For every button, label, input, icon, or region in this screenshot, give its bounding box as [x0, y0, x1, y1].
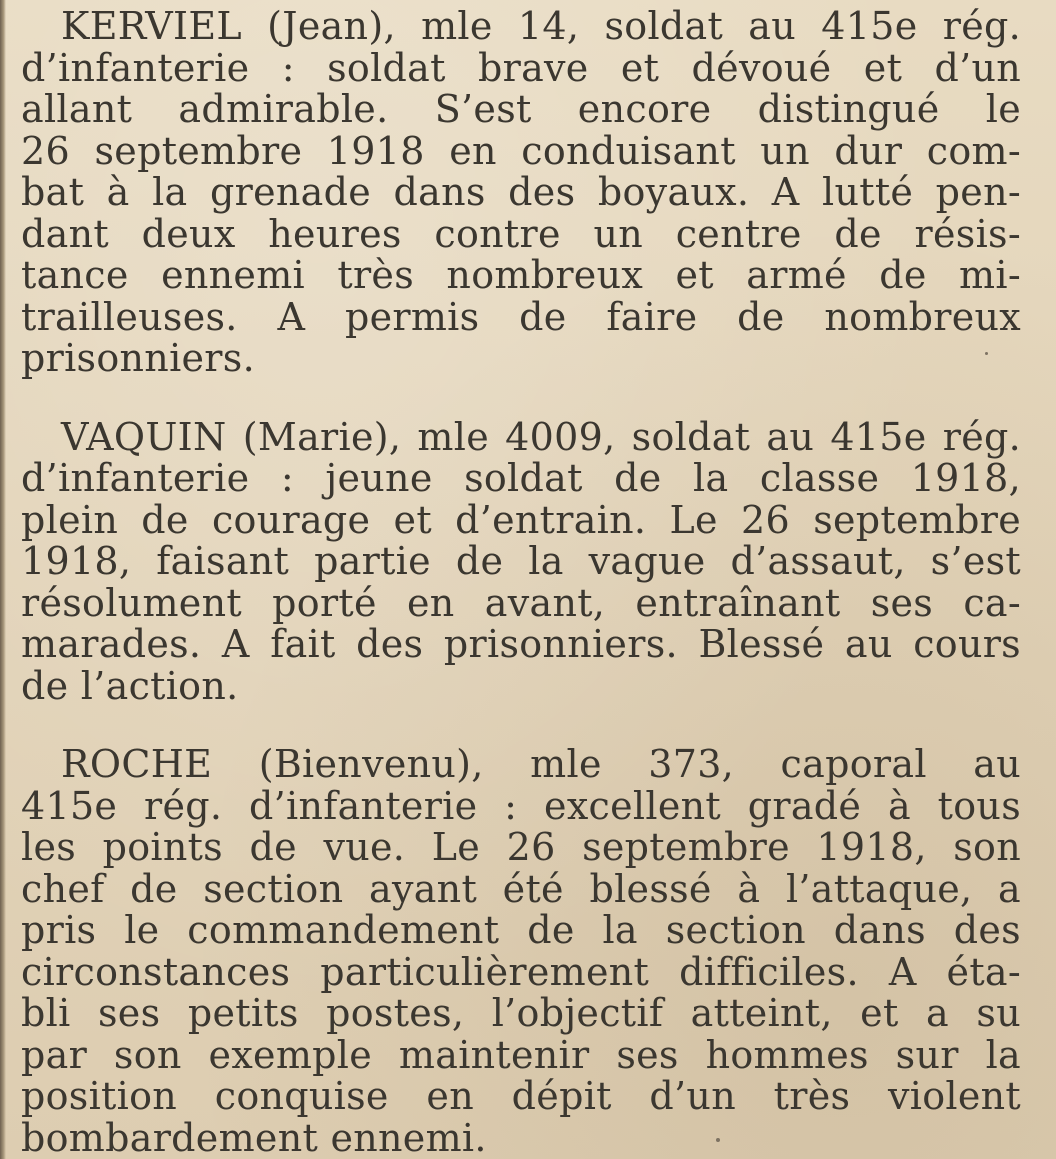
paper-speck [985, 352, 988, 355]
paper-speck [716, 1138, 720, 1142]
text-line: VAQUIN (Marie), mle 4009, soldat au 415e rég. [61, 414, 1021, 459]
text-line: prisonniers. [21, 336, 255, 380]
text-line: KERVIEL (Jean), mle 14, soldat au 415e rég. [61, 4, 1021, 48]
text-line: bli ses petits postes, l’objectif atteint, et a su [21, 991, 1021, 1035]
text-line: 415e rég. d’infanterie : excellent gradé à tous [21, 783, 1021, 828]
citation-kerviel [21, 6, 1021, 380]
text-line: bombardement ennemi. [21, 1115, 487, 1159]
page-edge-shadow [0, 0, 6, 1159]
text-line: pris le commandement de la section dans des [21, 908, 1021, 952]
text-line: dant deux heures contre un centre de résis- [21, 211, 1021, 256]
text-line: trailleuses. A permis de faire de nombreux [21, 294, 1021, 339]
text-line: 1918, faisant partie de la vague d’assaut, s’est [21, 539, 1021, 583]
text-line: position conquise en dépit d’un très violent [21, 1074, 1021, 1118]
text-line: d’infanterie : soldat brave et dévoué et d’un [21, 45, 1021, 90]
text-line: par son exemple maintenir ses hommes sur la [21, 1032, 1021, 1077]
text-line: plein de courage et d’entrain. Le 26 septembre [21, 497, 1021, 542]
text-line: chef de section ayant été blessé à l’attaque, a [21, 866, 1021, 911]
citations-text [21, 6, 1021, 1159]
citation-vaquin [21, 414, 1021, 708]
text-line: résolument porté en avant, entraînant ses ca- [21, 580, 1021, 625]
text-line: allant admirable. S’est encore distingué le [21, 87, 1021, 131]
text-line: tance ennemi très nombreux et armé de mi- [21, 253, 1021, 297]
text-line: circonstances particulièrement difficiles. A éta- [21, 949, 1021, 994]
text-line: d’infanterie : jeune soldat de la classe 1918, [21, 456, 1021, 500]
text-line: bat à la grenade dans des boyaux. A lutté pen- [21, 170, 1021, 214]
text-line: les points de vue. Le 26 septembre 1918, son [21, 825, 1021, 869]
text-line: de l’action. [21, 663, 239, 708]
citation-roche [21, 744, 1021, 1159]
text-line: ROCHE (Bienvenu), mle 373, caporal au [61, 742, 1021, 786]
text-line: marades. A fait des prisonniers. Blessé au cours [21, 622, 1021, 666]
text-line: 26 septembre 1918 en conduisant un dur com- [21, 128, 1021, 173]
